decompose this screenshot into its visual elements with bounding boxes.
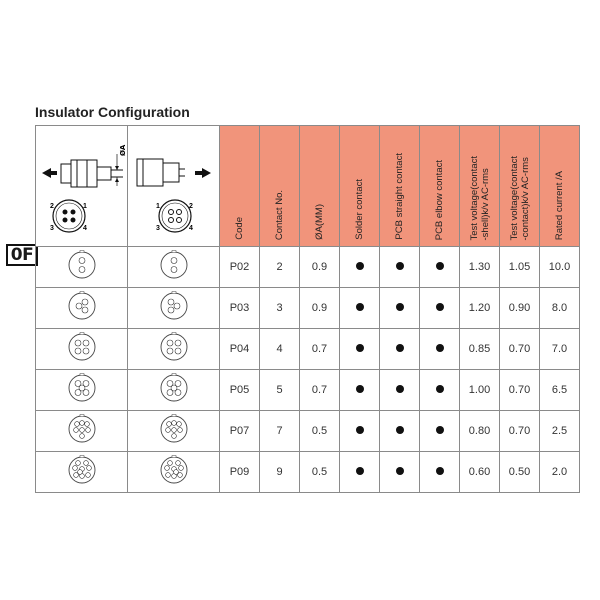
plug-face-icon — [67, 291, 97, 321]
cell-code: P03 — [220, 288, 260, 329]
socket-face-icon — [159, 291, 189, 321]
plug-face-cell — [36, 370, 128, 411]
availability-pcb-straight — [380, 370, 420, 411]
cell-test-contact: 0.70 — [500, 411, 540, 452]
table-row — [36, 411, 580, 452]
header-label: ØA(MM) — [314, 204, 325, 240]
table-row — [36, 452, 580, 493]
cell-code: P09 — [220, 452, 260, 493]
availability-solder — [340, 329, 380, 370]
plug-face-icon — [67, 250, 97, 280]
cell-test-shell: 0.85 — [460, 329, 500, 370]
plug-face-icon — [67, 414, 97, 444]
availability-pcb-straight — [380, 288, 420, 329]
header-label: Code — [234, 217, 245, 240]
face-number-1: 1 — [155, 203, 160, 210]
available-dot-icon — [356, 426, 364, 434]
cell-current: 2.5 — [540, 411, 580, 452]
plug-face-icon — [67, 455, 97, 485]
plug-diagram-cell — [36, 126, 128, 247]
socket-face-icon — [159, 332, 189, 362]
cell-test-contact: 0.90 — [500, 288, 540, 329]
availability-pcb-elbow — [420, 247, 460, 288]
cell-dia: 0.7 — [300, 370, 340, 411]
cell-contacts: 5 — [260, 370, 300, 411]
cell-test-shell: 1.00 — [460, 370, 500, 411]
cell-code: P02 — [220, 247, 260, 288]
cell-contacts: 9 — [260, 452, 300, 493]
available-dot-icon — [356, 467, 364, 475]
cell-dia: 0.9 — [300, 247, 340, 288]
table-row — [36, 288, 580, 329]
series-code-badge: 0F — [6, 244, 38, 266]
header-label: Solder contact — [354, 179, 365, 240]
table-row — [36, 370, 580, 411]
availability-pcb-straight — [380, 329, 420, 370]
socket-face-cell — [128, 370, 220, 411]
cell-code: P07 — [220, 411, 260, 452]
available-dot-icon — [436, 303, 444, 311]
availability-pcb-elbow — [420, 411, 460, 452]
available-dot-icon — [396, 262, 404, 270]
header-label: Contact No. — [274, 189, 285, 240]
plug-face-cell — [36, 411, 128, 452]
availability-solder — [340, 370, 380, 411]
table-body — [36, 247, 580, 493]
cell-dia: 0.9 — [300, 288, 340, 329]
socket-diagram-cell — [128, 126, 220, 247]
header-code — [220, 126, 260, 247]
header-label: Test voltage(contact — [468, 155, 480, 240]
available-dot-icon — [436, 344, 444, 352]
available-dot-icon — [396, 344, 404, 352]
cell-test-shell: 1.30 — [460, 247, 500, 288]
socket-face-icon — [159, 414, 189, 444]
header-label: PCB straight contact — [394, 153, 405, 240]
plug-diagram — [37, 126, 127, 241]
socket-face-cell — [128, 329, 220, 370]
diameter-label: ØA — [118, 144, 127, 156]
cell-current: 7.0 — [540, 329, 580, 370]
availability-solder — [340, 288, 380, 329]
socket-face-icon — [159, 373, 189, 403]
available-dot-icon — [396, 303, 404, 311]
face-number-3: 3 — [155, 225, 160, 232]
cell-test-contact: 0.70 — [500, 329, 540, 370]
availability-pcb-elbow — [420, 329, 460, 370]
available-dot-icon — [436, 426, 444, 434]
cell-current: 8.0 — [540, 288, 580, 329]
cell-contacts: 7 — [260, 411, 300, 452]
cell-current: 6.5 — [540, 370, 580, 411]
available-dot-icon — [356, 262, 364, 270]
header-test_shell — [460, 126, 500, 247]
header-pcb_straight — [380, 126, 420, 247]
face-number-3: 3 — [49, 225, 54, 232]
availability-pcb-straight — [380, 247, 420, 288]
socket-face-cell — [128, 452, 220, 493]
insert-arrow-icon — [42, 168, 57, 178]
cell-test-contact: 1.05 — [500, 247, 540, 288]
plug-face-cell — [36, 288, 128, 329]
plug-face-icon — [67, 373, 97, 403]
cell-test-shell: 0.80 — [460, 411, 500, 452]
face-number-4: 4 — [82, 225, 87, 232]
header-label: -contact)k/v AC-rms — [519, 156, 531, 240]
availability-solder — [340, 247, 380, 288]
face-number-1: 1 — [82, 203, 87, 210]
cell-dia: 0.7 — [300, 329, 340, 370]
socket-face-cell — [128, 247, 220, 288]
socket-face-icon — [159, 455, 189, 485]
cell-contacts: 3 — [260, 288, 300, 329]
header-label: Test voltage(contact — [508, 155, 520, 240]
cell-current: 2.0 — [540, 452, 580, 493]
insulator-table — [35, 125, 580, 493]
table-row — [36, 329, 580, 370]
cell-test-shell: 1.20 — [460, 288, 500, 329]
cell-contacts: 2 — [260, 247, 300, 288]
face-number-2: 2 — [188, 203, 193, 210]
available-dot-icon — [436, 262, 444, 270]
cell-current: 10.0 — [540, 247, 580, 288]
available-dot-icon — [396, 385, 404, 393]
available-dot-icon — [436, 385, 444, 393]
available-dot-icon — [356, 344, 364, 352]
available-dot-icon — [356, 303, 364, 311]
face-number-4: 4 — [188, 225, 193, 232]
available-dot-icon — [396, 426, 404, 434]
available-dot-icon — [396, 467, 404, 475]
socket-face-icon — [159, 250, 189, 280]
availability-pcb-straight — [380, 411, 420, 452]
availability-pcb-elbow — [420, 452, 460, 493]
table-row — [36, 247, 580, 288]
header-row — [36, 126, 580, 247]
cell-test-contact: 0.50 — [500, 452, 540, 493]
cell-dia: 0.5 — [300, 411, 340, 452]
socket-face-cell — [128, 288, 220, 329]
header-label: PCB elbow contact — [434, 159, 445, 240]
face-number-2: 2 — [49, 203, 54, 210]
availability-pcb-elbow — [420, 288, 460, 329]
cell-test-contact: 0.70 — [500, 370, 540, 411]
cell-test-shell: 0.60 — [460, 452, 500, 493]
socket-face-cell — [128, 411, 220, 452]
header-dia — [300, 126, 340, 247]
header-label: Rated current /A — [554, 170, 565, 240]
cell-dia: 0.5 — [300, 452, 340, 493]
cell-code: P04 — [220, 329, 260, 370]
availability-solder — [340, 411, 380, 452]
page-title: Insulator Configuration — [35, 104, 190, 120]
insert-arrow-icon — [195, 168, 211, 178]
plug-face-cell — [36, 329, 128, 370]
available-dot-icon — [436, 467, 444, 475]
availability-pcb-straight — [380, 452, 420, 493]
availability-pcb-elbow — [420, 370, 460, 411]
cell-contacts: 4 — [260, 329, 300, 370]
header-solder — [340, 126, 380, 247]
socket-diagram — [129, 126, 219, 241]
plug-face-icon — [67, 332, 97, 362]
header-current — [540, 126, 580, 247]
header-contacts — [260, 126, 300, 247]
plug-face-cell — [36, 452, 128, 493]
availability-solder — [340, 452, 380, 493]
header-pcb_elbow — [420, 126, 460, 247]
header-label: -shell)k/v AC-rms — [479, 167, 491, 240]
cell-code: P05 — [220, 370, 260, 411]
plug-face-cell — [36, 247, 128, 288]
available-dot-icon — [356, 385, 364, 393]
header-test_contact — [500, 126, 540, 247]
